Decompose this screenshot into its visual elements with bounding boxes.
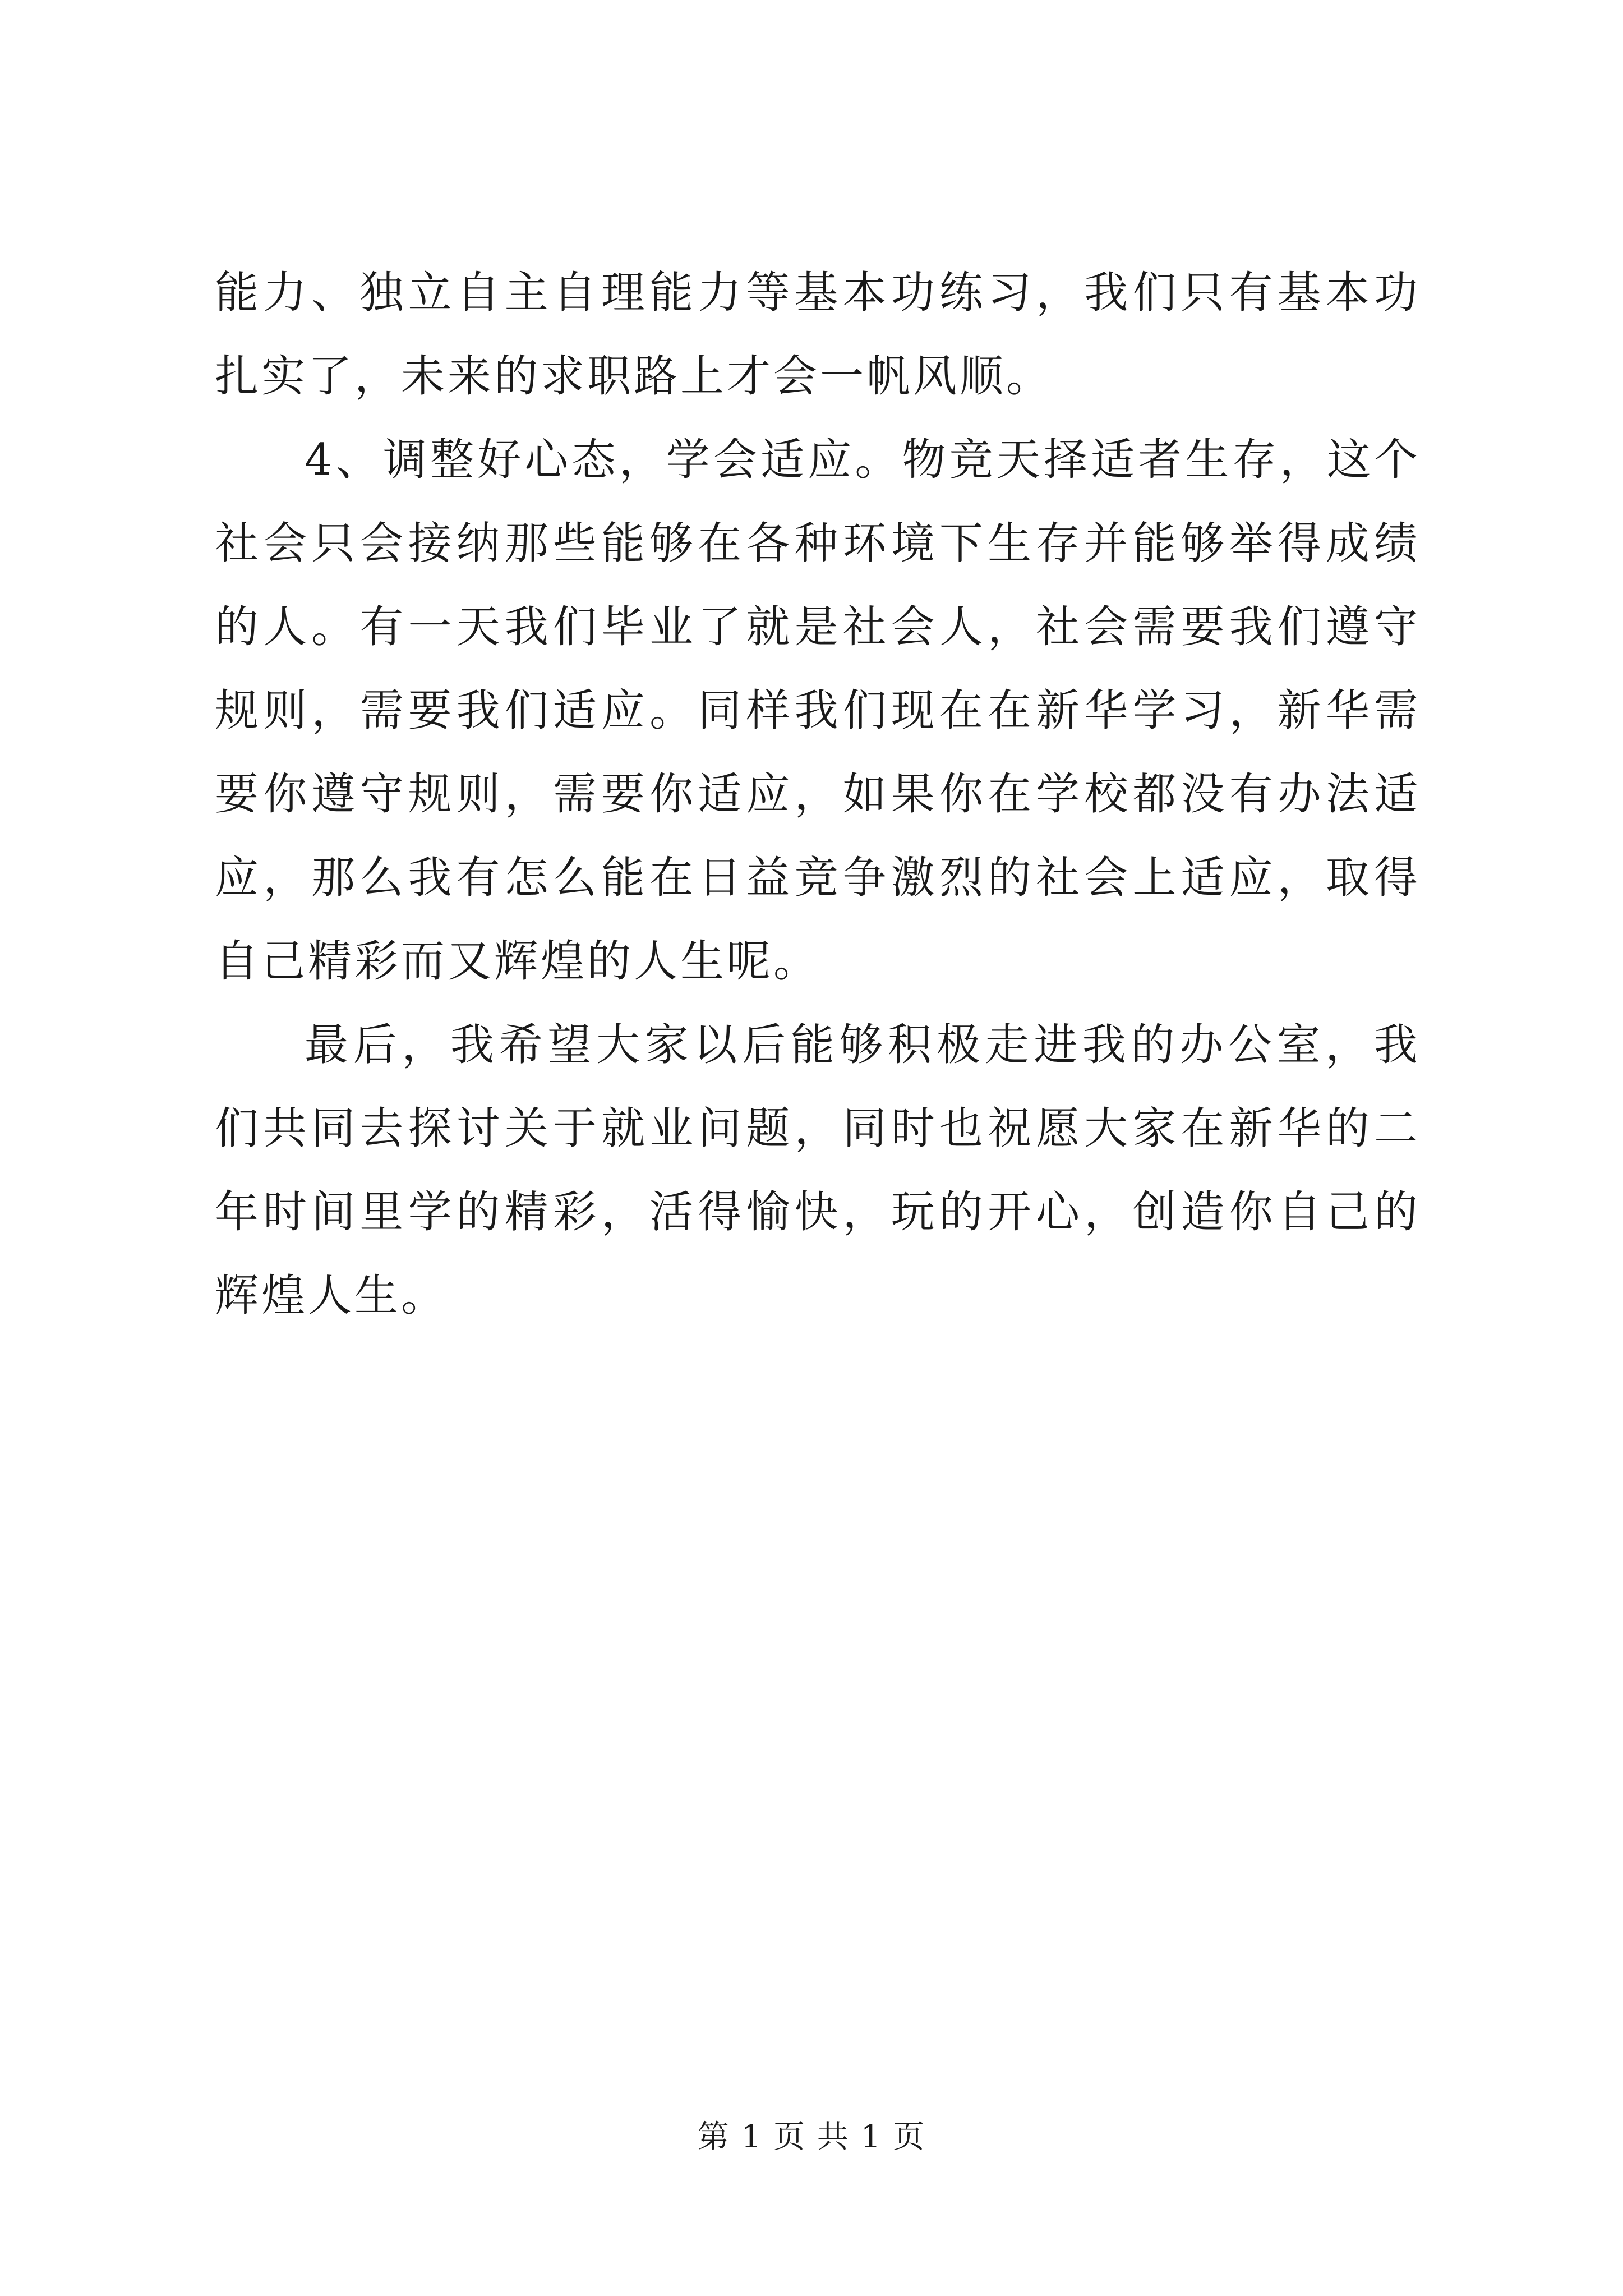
paragraph-adapt: 4、调整好心态，学会适应。物竞天择适者生存，这个社会只会接纳那些能够在各种环境下生存并能够举得成绩的人。有一天我们毕业了就是社会人，社会需要我们遵守规则，需要我们适应。同样我们现在在新华学习，新华需要你遵守规则，需要你适应，如果你在学校都没有办法适应，那么我有怎么能在日益竞争激烈的社会上适应，取得自己精彩而又辉煌的人生呢。 [215,435,1421,987]
paragraph-closing: 最后，我希望大家以后能够积极走进我的办公室，我们共同去探讨关于就业问题，同时也祝愿大家在新华的二年时间里学的精彩，活得愉快，玩的开心，创造你自己的辉煌人生。 [215,1020,1421,1321]
page-number-footer: 第 1 页 共 1 页 [697,2119,926,2155]
document-body [215,251,1421,1338]
paragraph-continuation: 能力、独立自主自理能力等基本功练习，我们只有基本功扎实了，未来的求职路上才会一帆风顺。 [215,268,1421,402]
